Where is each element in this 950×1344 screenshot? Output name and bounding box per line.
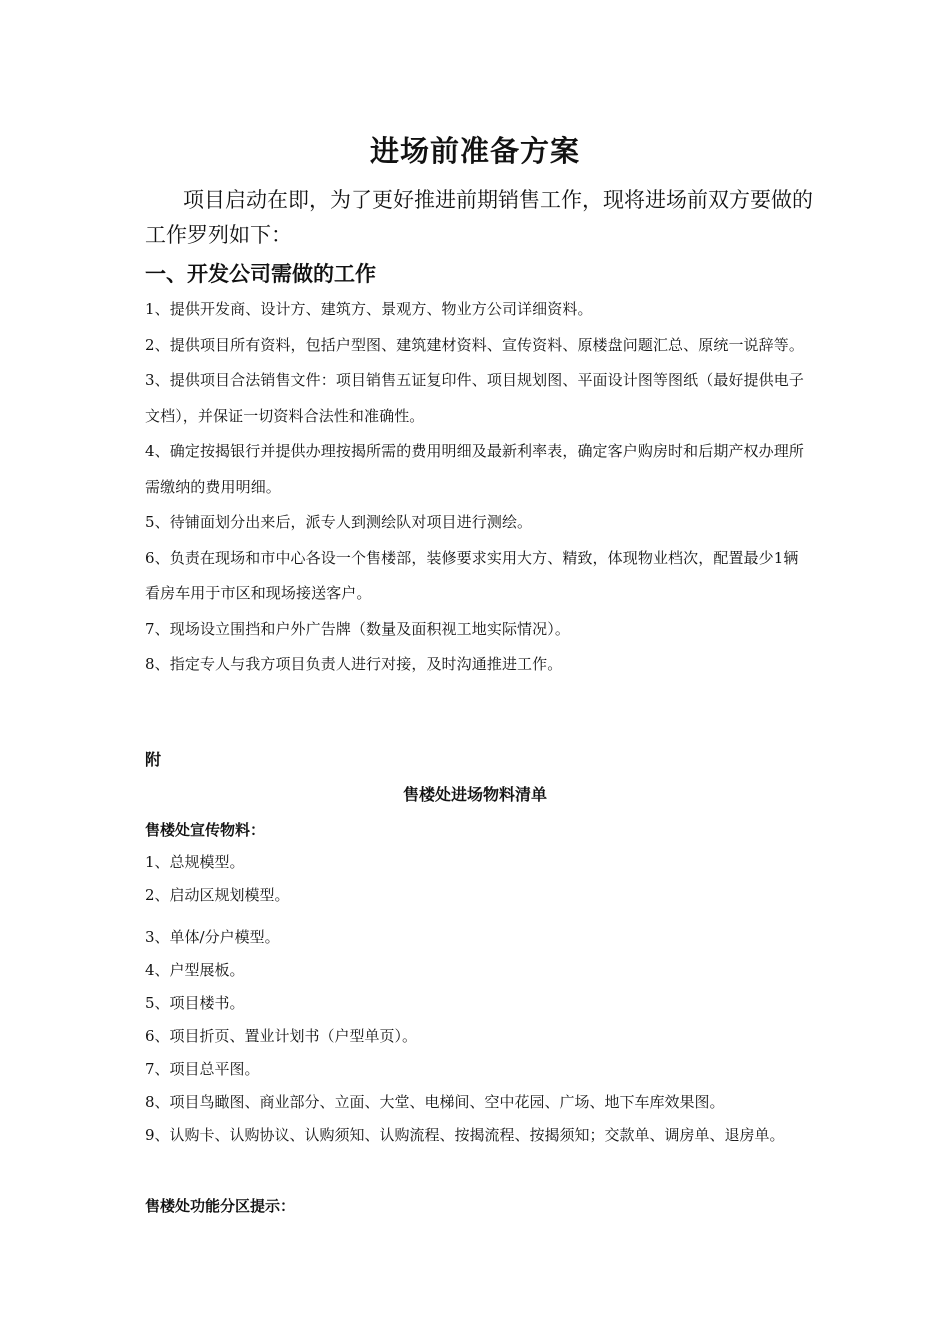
materials-list-title: 售楼处进场物料清单 [402, 785, 547, 804]
list-item: 1、总规模型。 [145, 853, 245, 871]
list-item: 4、户型展板。 [145, 961, 245, 979]
developer-task-list [145, 292, 810, 683]
list-item: 3、单体/分户模型。 [145, 928, 280, 946]
materials-list [145, 846, 810, 1152]
list-item: 6、项目折页、置业计划书（户型单页）。 [145, 1027, 418, 1045]
list-item: 2、提供项目所有资料，包括户型图、建筑建材资料、宣传资料、原楼盘问题汇总、原统一说辞等。 [145, 335, 804, 354]
zones-heading: 售楼处功能分区提示： [145, 1197, 296, 1215]
list-item: 5、项目楼书。 [145, 994, 245, 1012]
document-title: 进场前准备方案 [369, 134, 580, 168]
list-item: 6、负责在现场和市中心各设一个售楼部，装修要求实用大方、精致，体现物业档次，配置最少1辆看房车用于市区和现场接送客户。 [145, 548, 799, 602]
list-item: 3、提供项目合法销售文件：项目销售五证复印件、项目规划图、平面设计图等图纸（最好提供电子文档），并保证一切资料合法性和准确性。 [145, 371, 804, 425]
list-item: 8、项目鸟瞰图、商业部分、立面、大堂、电梯间、空中花园、广场、地下车库效果图。 [145, 1093, 725, 1111]
list-item: 4、确定按揭银行并提供办理按揭所需的费用明细及最新利率表，确定客户购房时和后期产权办理所需缴纳的费用明细。 [145, 442, 804, 496]
list-item: 8、指定专人与我方项目负责人进行对接，及时沟通推进工作。 [145, 655, 563, 673]
list-item: 7、现场设立围挡和户外广告牌（数量及面积视工地实际情况）。 [145, 619, 570, 638]
list-item: 9、认购卡、认购协议、认购须知、认购流程、按揭流程、按揭须知；交款单、调房单、退房单。 [145, 1126, 785, 1144]
list-item: 1、提供开发商、设计方、建筑方、景观方、物业方公司详细资料。 [145, 300, 593, 318]
intro-paragraph: 项目启动在即，为了更好推进前期销售工作，现将进场前双方要做的工作罗列如下： [145, 188, 813, 247]
list-item: 5、待铺面划分出来后，派专人到测绘队对项目进行测绘。 [145, 513, 533, 531]
materials-heading: 售楼处宣传物料： [145, 821, 266, 839]
appendix-mark: 附 [145, 750, 162, 769]
section-heading-developer-tasks: 一、开发公司需做的工作 [145, 262, 376, 286]
list-item: 7、项目总平图。 [145, 1060, 260, 1078]
list-item: 2、启动区规划模型。 [145, 886, 290, 904]
